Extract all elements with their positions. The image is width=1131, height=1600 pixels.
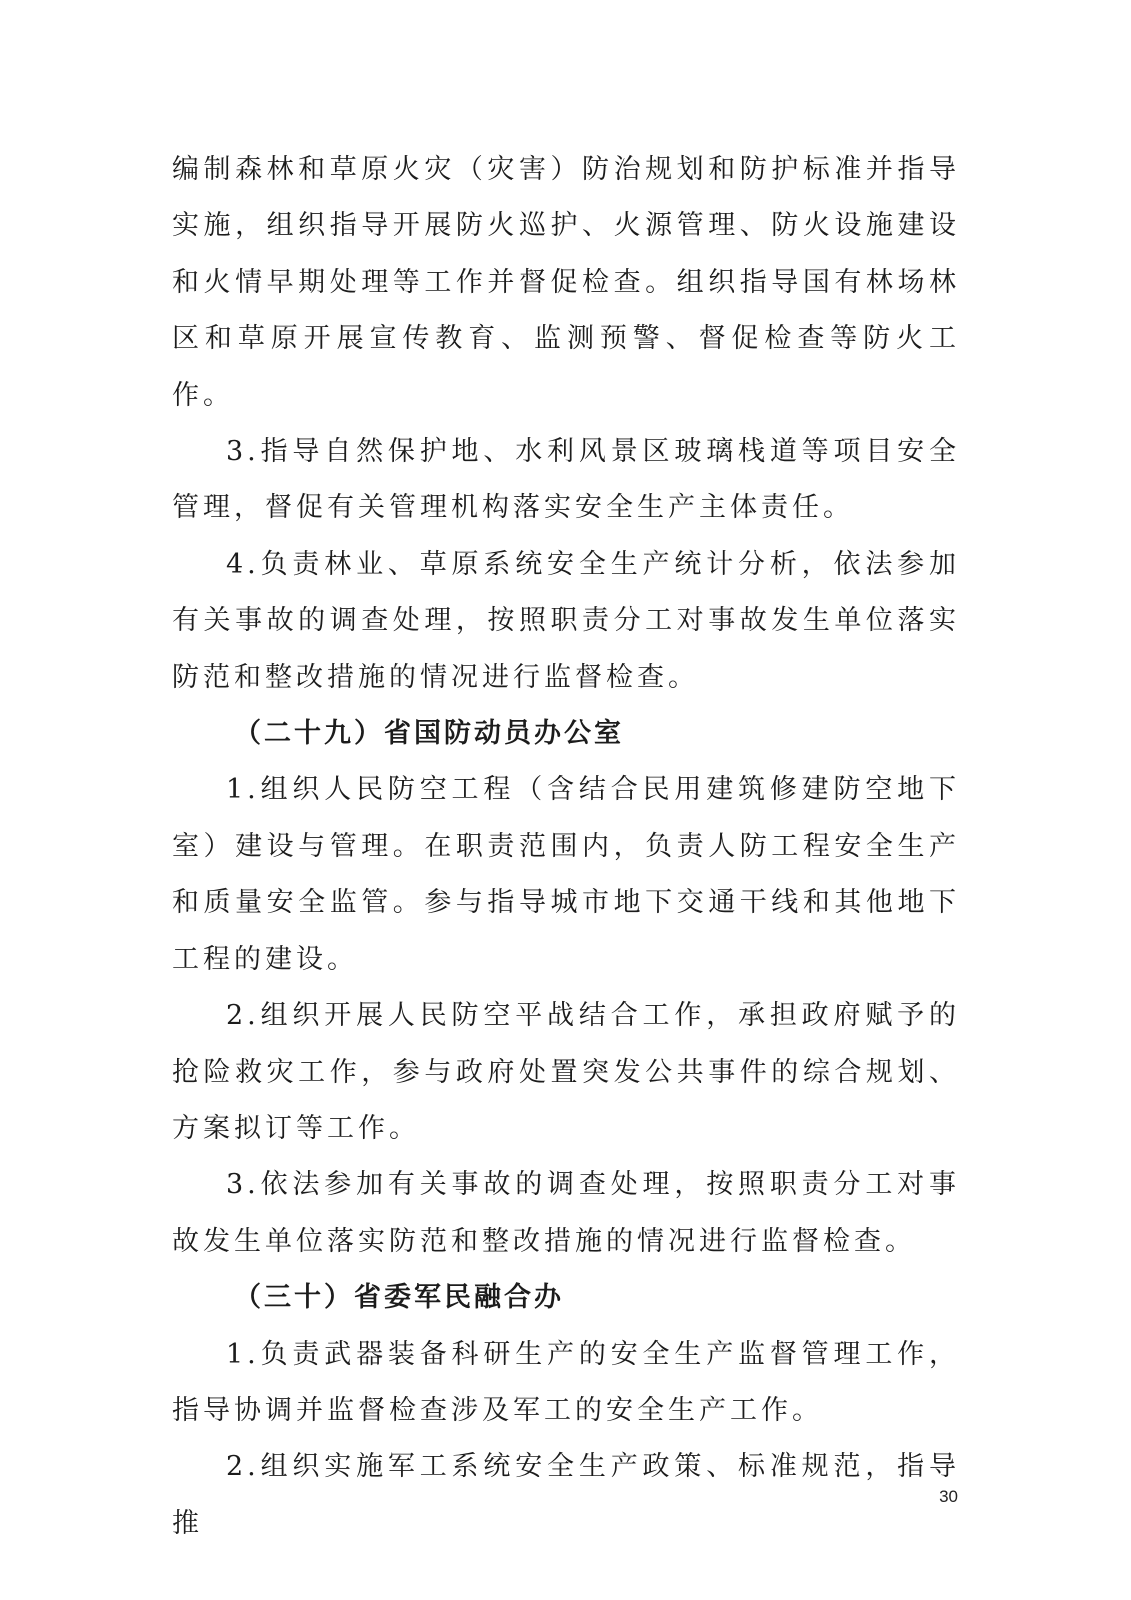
- paragraph-item-4-statistics: 4.负责林业、草原系统安全生产统计分析，依法参加有关事故的调查处理，按照职责分工对事故发生单位落实防范和整改措施的情况进行监督检查。: [172, 548, 960, 693]
- paragraph-30-item-2: 2.组织实施军工系统安全生产政策、标准规范，指导推: [172, 1451, 960, 1539]
- paragraph-item-3-nature-reserves: 3.指导自然保护地、水利风景区玻璃栈道等项目安全管理，督促有关管理机构落实安全生产主体责任。: [172, 436, 960, 524]
- paragraph-30-item-1: 1.负责武器装备科研生产的安全生产监督管理工作，指导协调并监督检查涉及军工的安全生产工作。: [172, 1338, 960, 1426]
- paragraph-29-item-1: 1.组织人民防空工程（含结合民用建筑修建防空地下室）建设与管理。在职责范围内，负责人防工程安全生产和质量安全监管。参与指导城市地下交通干线和其他地下工程的建设。: [172, 774, 960, 975]
- section-heading-29: （二十九）省国防动员办公室: [234, 718, 624, 750]
- page-number: 30: [939, 1487, 958, 1506]
- section-heading-30: （三十）省委军民融合办: [234, 1282, 564, 1314]
- paragraph-29-item-3: 3.依法参加有关事故的调查处理，按照职责分工对事故发生单位落实防范和整改措施的情况进行监督检查。: [172, 1169, 960, 1257]
- document-body: [172, 142, 960, 1552]
- paragraph-29-item-2: 2.组织开展人民防空平战结合工作，承担政府赋予的抢险救灾工作，参与政府处置突发公共事件的综合规划、方案拟订等工作。: [172, 1000, 960, 1144]
- paragraph-fire-prevention-continued: 编制森林和草原火灾（灾害）防治规划和防护标准并指导实施，组织指导开展防火巡护、火源管理、防火设施建设和火情早期处理等工作并督促检查。组织指导国有林场林区和草原开展宣传教育、监测预警、督促检查等防火工作。: [172, 154, 960, 411]
